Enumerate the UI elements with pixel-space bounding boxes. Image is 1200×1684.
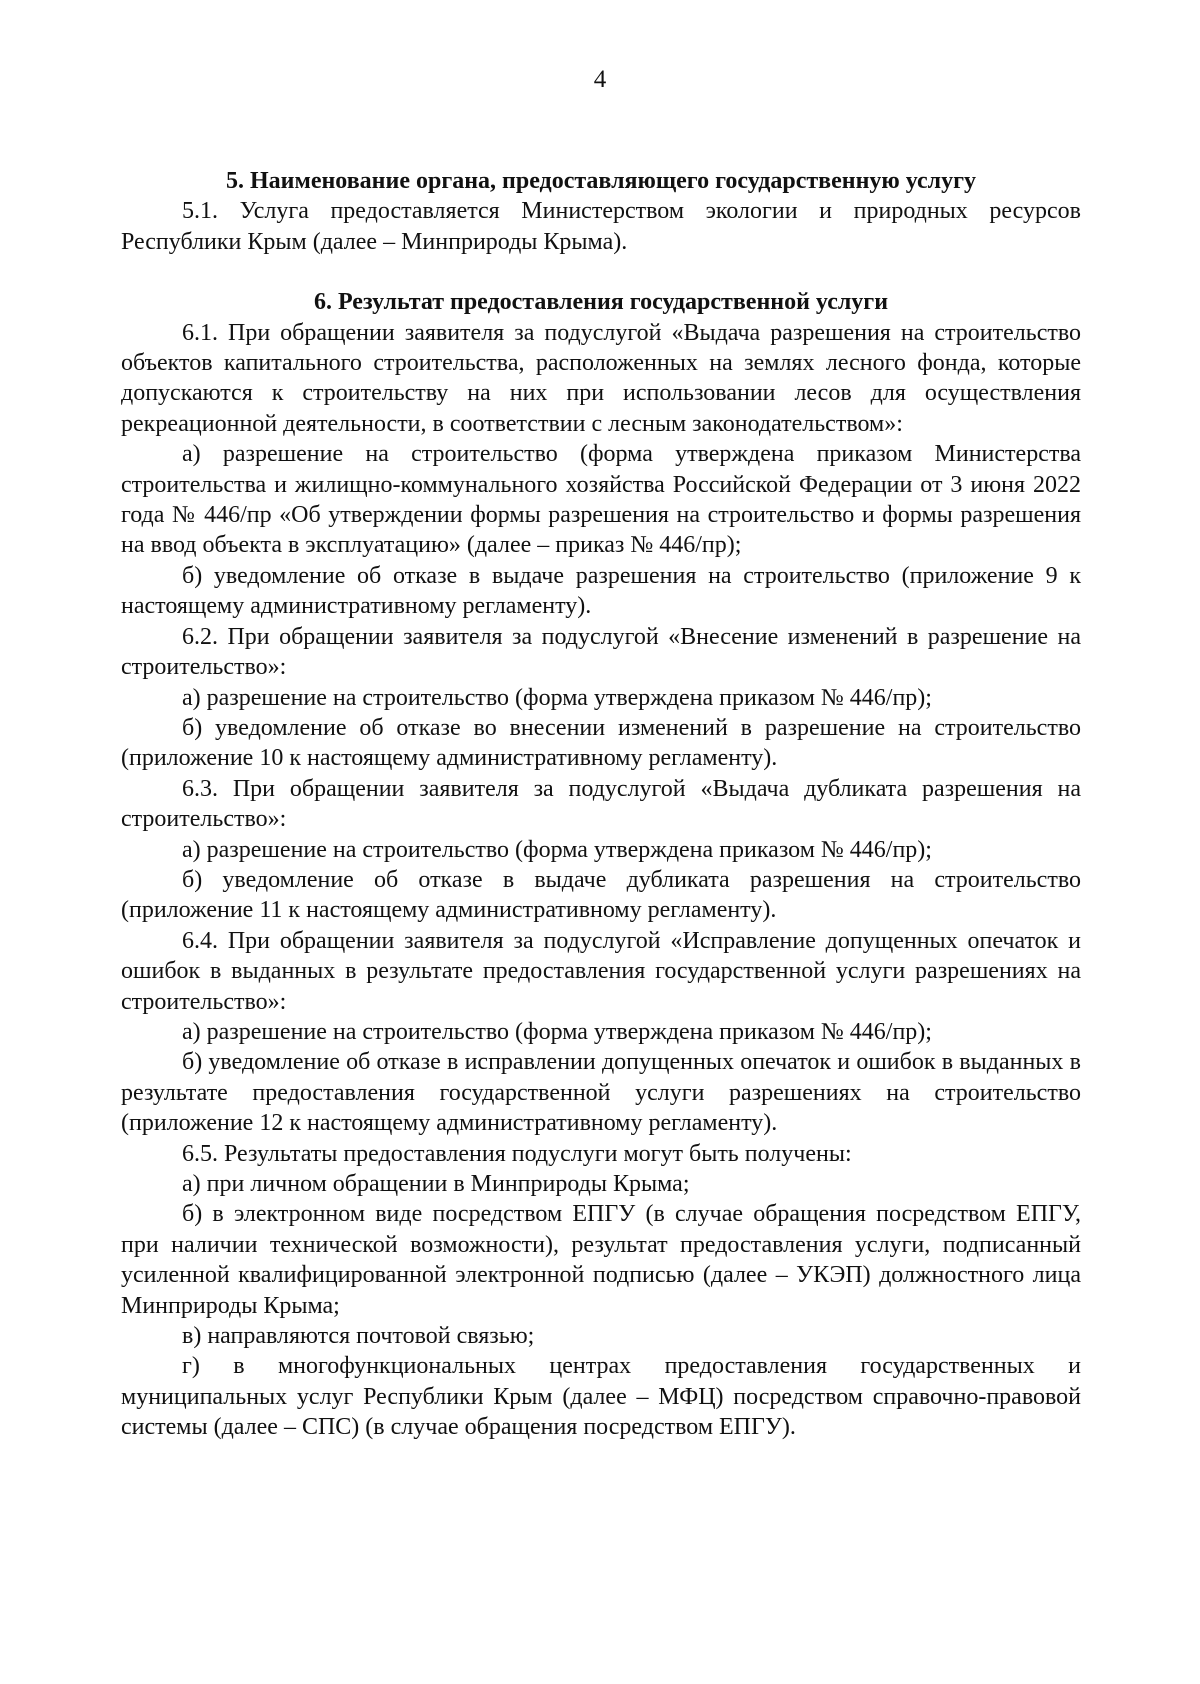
paragraph-5-1: 5.1. Услуга предоставляется Министерством экологии и природных ресурсов Республики Крым (далее – Минприроды Крыма).	[121, 198, 1081, 255]
paragraph-6-3-b: б) уведомление об отказе в выдаче дубликата разрешения на строительство (приложение 11 к настоящему административному регламенту).	[121, 866, 1081, 924]
paragraph-6-2-b: б) уведомление об отказе во внесении изменений в разрешение на строительство (приложение 10 к настоящему административному регламенту).	[121, 714, 1081, 772]
section-5-heading: 5. Наименование органа, предоставляющего государственную услугу	[225, 168, 977, 194]
paragraph-6-1-b: б) уведомление об отказе в выдаче разрешения на строительство (приложение 9 к настоящему административному регламенту).	[121, 562, 1081, 620]
paragraph-6-3: 6.3. При обращении заявителя за подуслугой «Выдача дубликата разрешения на строительство»:	[121, 775, 1081, 833]
paragraph-6-5-v: в) направляются почтовой связью;	[182, 1323, 535, 1350]
paragraph-6-1: 6.1. При обращении заявителя за подуслугой «Выдача разрешения на строительство объектов капитального строительства, расположенных на землях лесного фонда, которые допускаются к строительству на них при использовании лесов для осуществления рекреационной деятельности, в соответствии с лесным законодательством»:	[121, 319, 1081, 437]
paragraph-6-4-a: а) разрешение на строительство (форма утверждена приказом № 446/пр);	[182, 1018, 932, 1045]
page-number: 4	[593, 66, 607, 93]
paragraph-6-5-g: г) в многофункциональных центрах предоставления государственных и муниципальных услуг Республики Крым (далее – МФЦ) посредством справочно-правовой системы (далее – СПС) (в случае обращения посредством ЕПГУ).	[121, 1353, 1081, 1441]
document-body	[121, 166, 1081, 1443]
paragraph-6-4: 6.4. При обращении заявителя за подуслугой «Исправление допущенных опечаток и ошибок в выданных в результате предоставления государственной услуги разрешениях на строительство»:	[121, 927, 1081, 1015]
paragraph-6-5-a: а) при личном обращении в Минприроды Крыма;	[182, 1171, 690, 1197]
paragraph-6-2: 6.2. При обращении заявителя за подуслугой «Внесение изменений в разрешение на строительство»:	[121, 623, 1081, 681]
paragraph-6-4-b: б) уведомление об отказе в исправлении допущенных опечаток и ошибок в выданных в результате предоставления государственной услуги разрешениях на строительство (приложение 12 к настоящему административному регламенту).	[121, 1049, 1081, 1137]
paragraph-6-2-a: а) разрешение на строительство (форма утверждена приказом № 446/пр);	[182, 684, 932, 711]
paragraph-6-5-b: б) в электронном виде посредством ЕПГУ (в случае обращения посредством ЕПГУ, при наличии технической возможности), результат предоставления услуги, подписанный усиленной квалифицированной электронной подписью (далее – УКЭП) должностного лица Минприроды Крыма;	[121, 1201, 1081, 1319]
paragraph-6-5: 6.5. Результаты предоставления подуслуги могут быть получены:	[182, 1140, 852, 1167]
paragraph-6-3-a: а) разрешение на строительство (форма утверждена приказом № 446/пр);	[182, 836, 932, 863]
section-6-heading: 6. Результат предоставления государственной услуги	[313, 289, 889, 316]
paragraph-6-1-a: а) разрешение на строительство (форма утверждена приказом Министерства строительства и жилищно-коммунального хозяйства Российской Федерации от 3 июня 2022 года № 446/пр «Об утверждении формы разрешения на строительство и формы разрешения на ввод объекта в эксплуатацию» (далее – приказ № 446/пр);	[121, 441, 1081, 559]
